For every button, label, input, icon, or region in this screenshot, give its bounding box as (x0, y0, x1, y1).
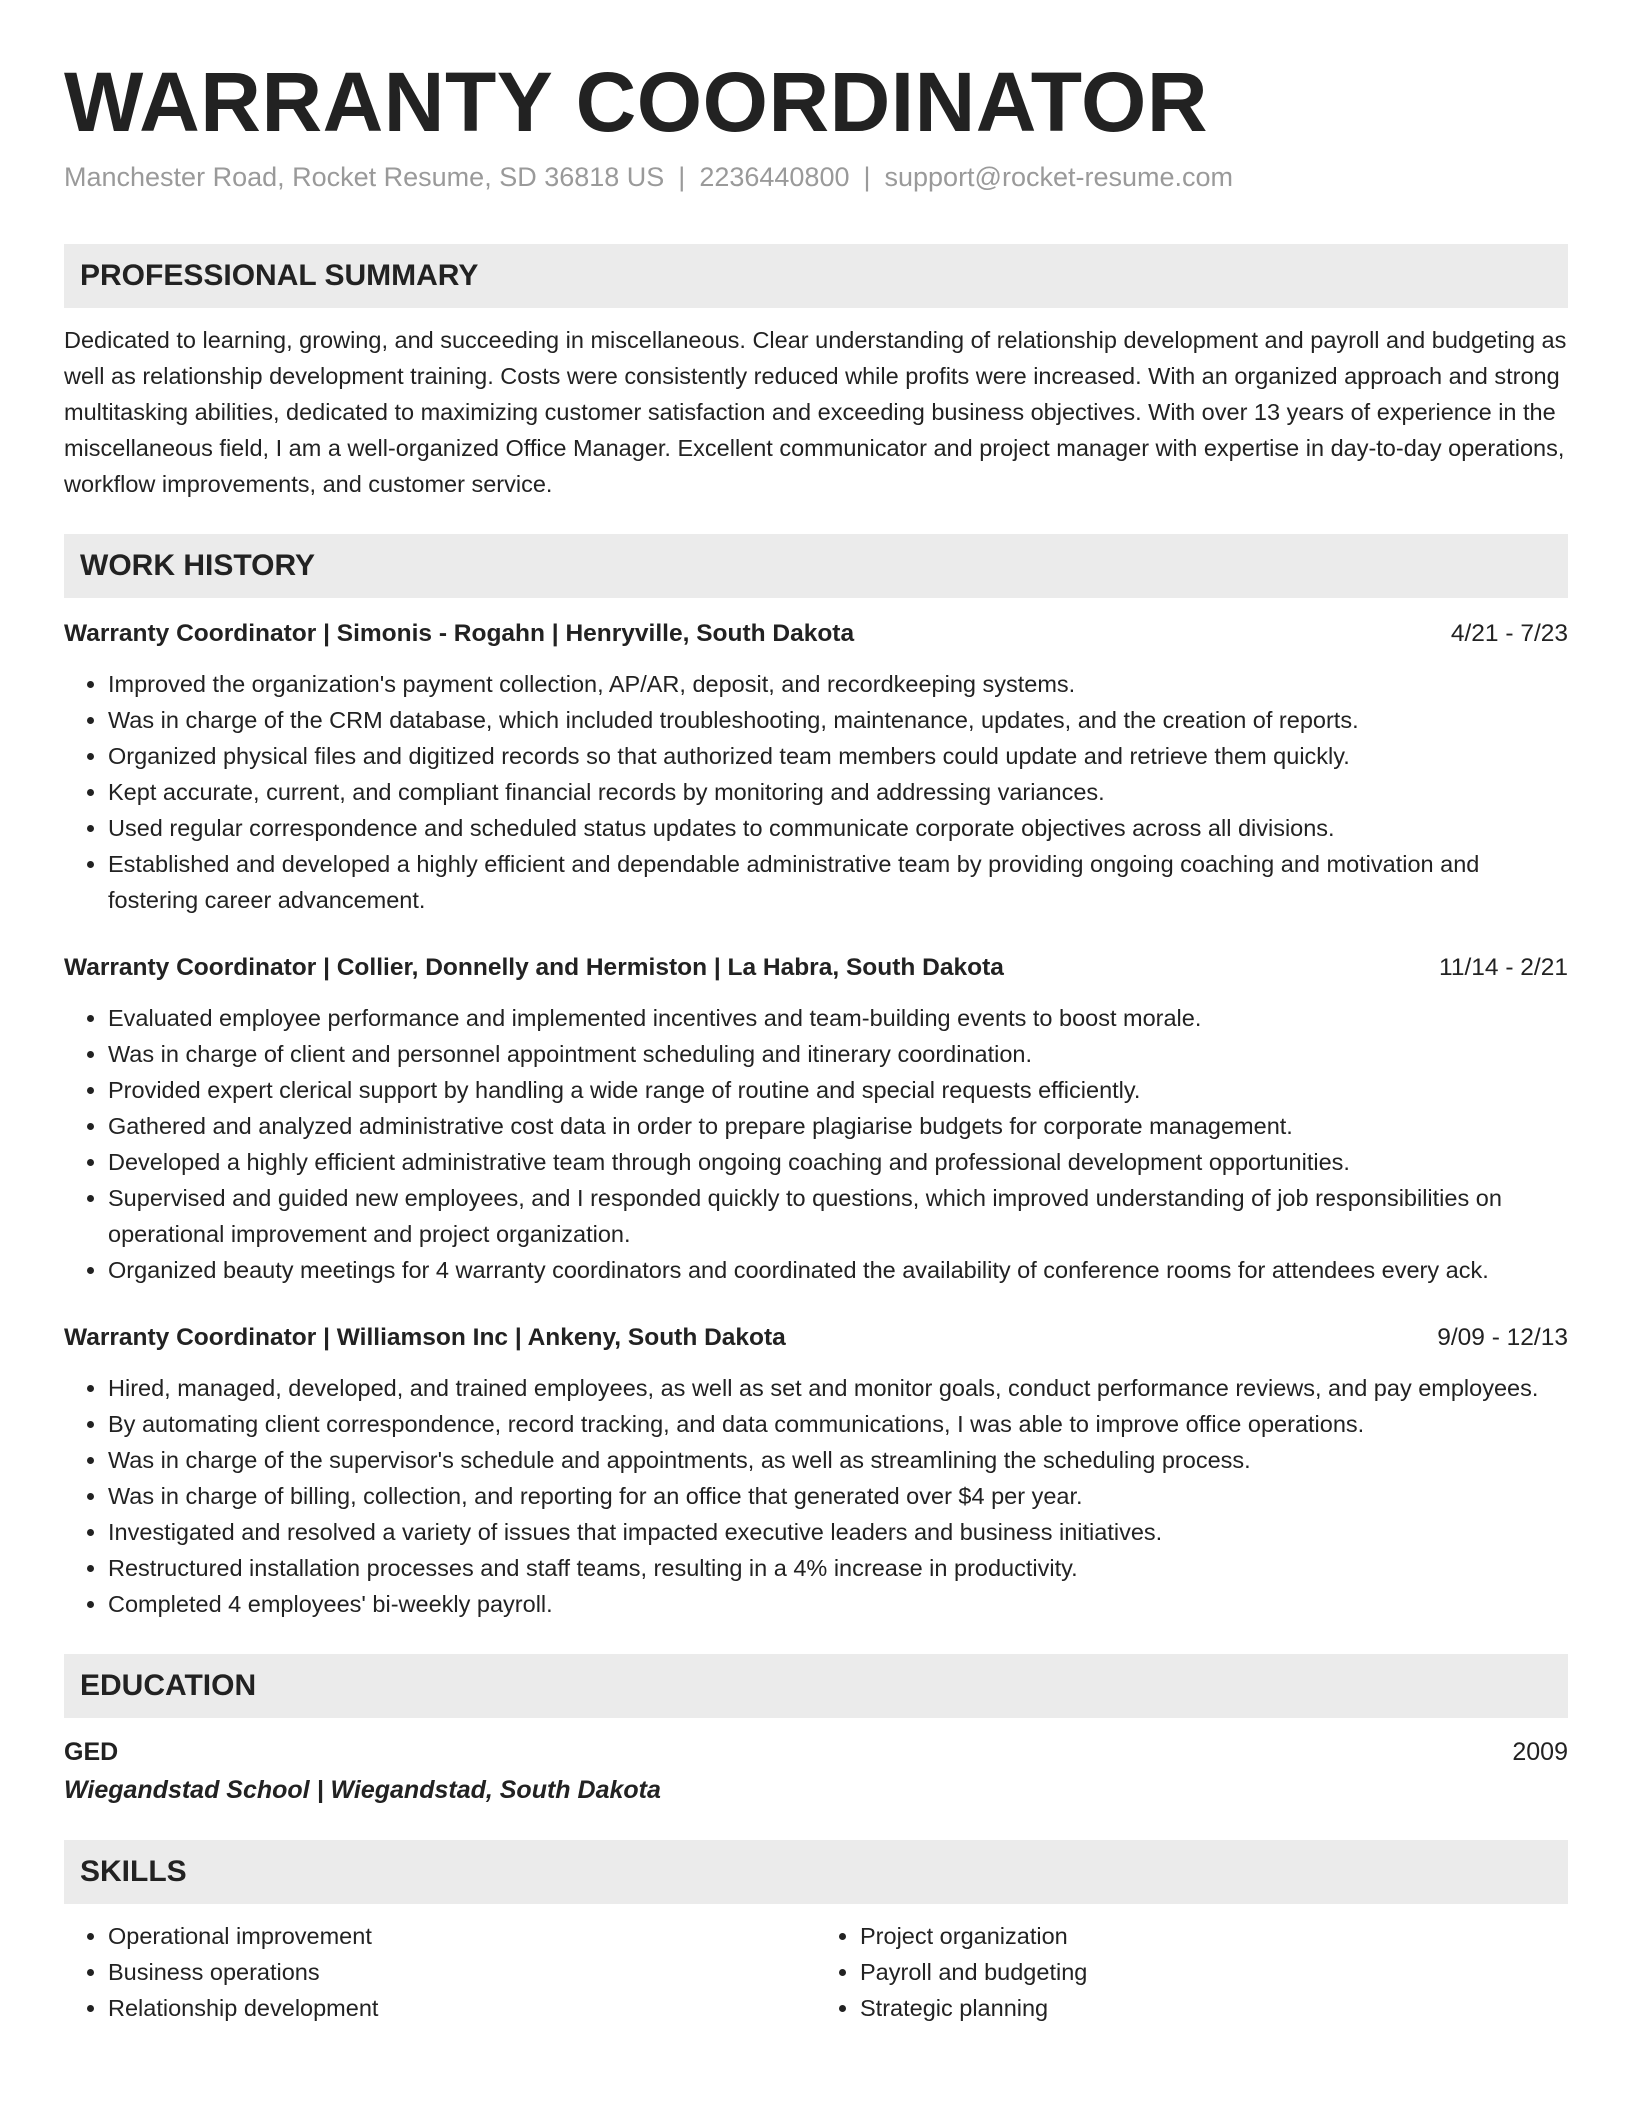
job-header (64, 616, 1568, 652)
list-item: • Was in charge of the supervisor's schedule and appointments, as well as streamlining the scheduling process. (108, 1442, 1568, 1478)
section-header-skills: SKILLS (64, 1840, 1568, 1904)
section-header-summary: PROFESSIONAL SUMMARY (64, 244, 1568, 308)
job-bullets (64, 1000, 1568, 1288)
list-item: • Evaluated employee performance and implemented incentives and team-building events to boost morale. (108, 1000, 1568, 1036)
list-item: • Provided expert clerical support by handling a wide range of routine and special requests efficiently. (108, 1072, 1568, 1108)
job-bullets (64, 1370, 1568, 1622)
education-year: 2009 (1512, 1738, 1568, 1766)
job-dates: 11/14 - 2/21 (1439, 954, 1568, 981)
job-entry (64, 616, 1568, 918)
list-item: • Organized physical files and digitized records so that authorized team members could update and retrieve them quickly. (108, 738, 1568, 774)
list-item: • Developed a highly efficient administrative team through ongoing coaching and professional development opportunities. (108, 1144, 1568, 1180)
contact-phone: 2236440800 (699, 162, 850, 192)
job-title: Warranty Coordinator | Simonis - Rogahn | Henryville, South Dakota (64, 620, 855, 647)
list-item: • Was in charge of billing, collection, and reporting for an office that generated over $4 per year. (108, 1478, 1568, 1514)
summary-text: Dedicated to learning, growing, and succeeding in miscellaneous. Clear understanding of relationship development and payroll and budgeting as well as relationship development training. Costs were consistently reduced while profits were increased. With an organized approach and strong multitasking abilities, dedicated to maximizing customer satisfaction and exceeding business objectives. With over 13 years of experience in the miscellaneous field, I am a well-organized Office Manager. Excellent communicator and project manager with expertise in day-to-day operations, workflow improvements, and customer service. (64, 327, 1567, 497)
contact-email: support@rocket-resume.com (884, 162, 1234, 192)
skills-grid (64, 1918, 1568, 2026)
list-item: • Improved the organization's payment collection, AP/AR, deposit, and recordkeeping systems. (108, 666, 1568, 702)
job-title: Warranty Coordinator | Williamson Inc | Ankeny, South Dakota (64, 1324, 786, 1351)
job-dates: 4/21 - 7/23 (1450, 620, 1568, 647)
job-dates: 9/09 - 12/13 (1437, 1324, 1568, 1351)
list-item: • Investigated and resolved a variety of issues that impacted executive leaders and business initiatives. (108, 1514, 1568, 1550)
resume-name: WARRANTY COORDINATOR (64, 55, 1208, 149)
job-entry (64, 950, 1568, 1288)
job-title: Warranty Coordinator | Collier, Donnelly and Hermiston | La Habra, South Dakota (64, 954, 1004, 981)
education-degree: GED (64, 1738, 119, 1766)
section-header-education: EDUCATION (64, 1654, 1568, 1718)
list-item: • Restructured installation processes and staff teams, resulting in a 4% increase in productivity. (108, 1550, 1568, 1586)
list-item: • Organized beauty meetings for 4 warranty coordinators and coordinated the availability of conference rooms for attendees every ack. (108, 1252, 1568, 1288)
list-item: • Completed 4 employees' bi-weekly payroll. (108, 1586, 1568, 1622)
list-item: • By automating client correspondence, record tracking, and data communications, I was able to improve office operations. (108, 1406, 1568, 1442)
list-item: • Established and developed a highly efficient and dependable administrative team by providing ongoing coaching and motivation and fostering career advancement. (108, 846, 1568, 918)
skills-left-column (64, 1918, 816, 2026)
list-item: • Strategic planning (860, 1990, 1568, 2026)
education-school: Wiegandstad School | Wiegandstad, South Dakota (64, 1776, 661, 1804)
contact-separator: | (863, 162, 871, 192)
list-item: • Payroll and budgeting (860, 1954, 1568, 1990)
list-item: • Used regular correspondence and scheduled status updates to communicate corporate objectives across all divisions. (108, 810, 1568, 846)
job-bullets (64, 666, 1568, 918)
job-header (64, 1320, 1568, 1356)
contact-line (64, 158, 1568, 196)
list-item: • Project organization (860, 1918, 1568, 1954)
list-item: • Hired, managed, developed, and trained employees, as well as set and monitor goals, conduct performance reviews, and pay employees. (108, 1370, 1568, 1406)
list-item: • Relationship development (108, 1990, 816, 2026)
job-entry (64, 1320, 1568, 1622)
education-row (64, 1734, 1568, 1770)
list-item: • Operational improvement (108, 1918, 816, 1954)
skills-right-column (816, 1918, 1568, 2026)
list-item: • Was in charge of the CRM database, which included troubleshooting, maintenance, updates, and the creation of reports. (108, 702, 1568, 738)
list-item: • Business operations (108, 1954, 816, 1990)
list-item: • Kept accurate, current, and compliant financial records by monitoring and addressing variances. (108, 774, 1568, 810)
job-header (64, 950, 1568, 986)
contact-address: Manchester Road, Rocket Resume, SD 36818 US (64, 162, 665, 192)
list-item: • Gathered and analyzed administrative cost data in order to prepare plagiarise budgets for corporate management. (108, 1108, 1568, 1144)
list-item: • Supervised and guided new employees, and I responded quickly to questions, which improved understanding of job responsibilities on operational improvement and project organization. (108, 1180, 1568, 1252)
contact-separator: | (678, 162, 686, 192)
section-header-work-history: WORK HISTORY (64, 534, 1568, 598)
list-item: • Was in charge of client and personnel appointment scheduling and itinerary coordination. (108, 1036, 1568, 1072)
